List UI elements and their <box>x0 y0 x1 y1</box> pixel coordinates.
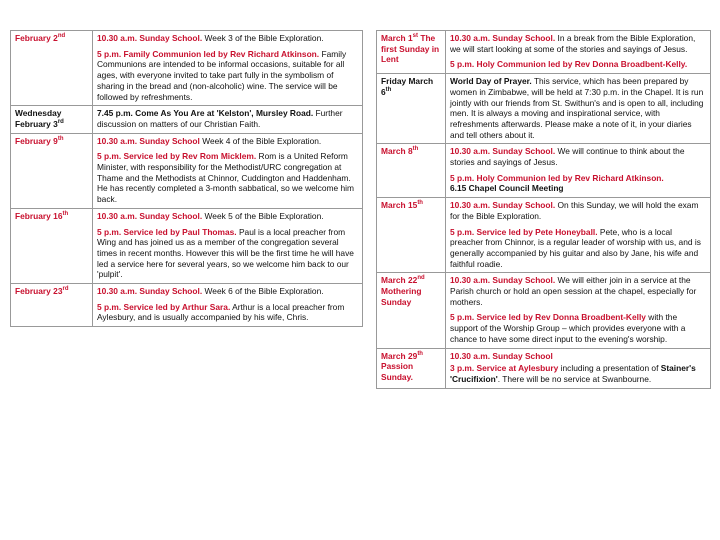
event-cell <box>446 273 711 348</box>
event-line <box>450 275 706 307</box>
event-text: Pete, who is a local preacher from Chinnor, is a regular leader of worship with us, and is generally accompanied by his guitar and also by Jane, his wife and faithful roadie. <box>450 226 701 269</box>
table-row <box>377 348 711 388</box>
date-text: February 23 <box>15 286 63 297</box>
event-text: Week 5 of the Bible Exploration. <box>202 210 324 221</box>
date-suffix: th <box>385 87 392 94</box>
event-heading: 5 p.m. Service led by Pete Honeyball. <box>450 226 598 237</box>
table-row <box>11 106 363 133</box>
event-heading: 10.30 a.m. Sunday School. <box>450 275 556 286</box>
date-text: Wednesday February 3 <box>15 108 62 129</box>
event-heading: 10.30 a.m. Sunday School <box>450 350 553 361</box>
date-text: March 15 <box>381 200 418 211</box>
event-text: This service, which has been prepared by women in Zimbabwe, will be held at 7:30 p.m. in the Chapel. It is run jointly with our friends from St. Swithun's and is open to all, including men. It is always a moving and inspirational service, with refreshments afterwards. Please make a note of it, in your diaries and tell others about it. <box>450 76 704 140</box>
date-cell <box>11 284 93 327</box>
event-heading: 5 p.m. Service led by Rev Rom Micklem. <box>97 151 257 162</box>
event-text: Week 3 of the Bible Exploration. <box>202 33 324 43</box>
date-cell <box>377 348 446 388</box>
schedule-table-left <box>10 30 363 327</box>
date-suffix: th <box>412 146 419 153</box>
table-row <box>377 198 711 273</box>
event-line <box>450 183 706 194</box>
event-line <box>97 151 358 205</box>
event-line <box>450 200 706 221</box>
event-text: . There will be no service at Swanbourne. <box>497 373 652 384</box>
event-cell <box>446 31 711 74</box>
event-cell <box>93 106 363 133</box>
event-text: Arthur is a local preacher from Aylesbury, and is usually accompanied by his wife, Chris. <box>97 301 345 323</box>
event-heading: 5 p.m. Service led by Rev Donna Broadbent-Kelly <box>450 312 646 323</box>
event-heading: 5 p.m. Service led by Arthur Sara. <box>97 301 231 312</box>
event-line <box>450 76 706 140</box>
event-cell <box>93 208 363 283</box>
date-occasion: Mothering Sunday <box>381 286 422 307</box>
table-row <box>377 273 711 348</box>
event-cell <box>93 284 363 327</box>
date-text: March 29 <box>381 350 418 361</box>
date-cell <box>377 198 446 273</box>
event-line <box>450 227 706 270</box>
date-occasion: The first Sunday in Lent <box>381 33 440 65</box>
event-heading: 5 p.m. Holy Communion led by Rev Donna Broadbent-Kelly. <box>450 59 688 70</box>
date-text: February 2 <box>15 33 58 43</box>
event-line <box>97 49 358 103</box>
event-heading: 7.45 p.m. Come As You Are at 'Kelston', Mursley Road. <box>97 108 314 119</box>
date-cell <box>11 208 93 283</box>
table-row <box>11 133 363 208</box>
event-heading: 10.30 a.m. Sunday School. <box>97 286 203 297</box>
event-heading: 10.30 a.m. Sunday School. <box>450 33 556 43</box>
event-line <box>97 227 358 281</box>
date-cell <box>11 31 93 106</box>
event-line <box>97 302 358 323</box>
date-cell <box>377 31 446 74</box>
event-heading: 6.15 Chapel Council Meeting <box>450 183 564 194</box>
date-cell <box>377 144 446 198</box>
event-line <box>450 173 706 184</box>
event-line <box>450 146 706 167</box>
event-text: Week 6 of the Bible Exploration. <box>202 286 324 297</box>
date-text: February 9 <box>15 135 58 146</box>
event-cell <box>446 74 711 144</box>
event-text: Family Communions are intended to be informal occasions, suitable for all ages, with everyone invited to take part fully in the symbolism of sharing in the bread and (non-alcoholic) wine. The service will be followed by refreshments. <box>97 48 347 102</box>
event-line <box>450 312 706 344</box>
table-row <box>11 208 363 283</box>
event-cell <box>93 31 363 106</box>
event-text: with the support of the Worship Group – which provides everyone with a chance to have some direct input to the evening's worship. <box>450 312 686 344</box>
event-heading: 3 p.m. Service at Aylesbury <box>450 363 559 374</box>
event-heading: 10.30 a.m. Sunday School <box>97 135 200 146</box>
event-cell <box>446 348 711 388</box>
date-suffix: rd <box>62 286 69 293</box>
event-cell <box>446 198 711 273</box>
date-suffix: nd <box>57 33 66 40</box>
event-line <box>450 363 706 384</box>
event-line <box>450 59 706 70</box>
event-heading: World Day of Prayer. <box>450 76 532 87</box>
event-line <box>97 211 358 222</box>
event-heading: 10.30 a.m. Sunday School. <box>450 146 556 157</box>
event-cell <box>93 133 363 208</box>
event-line <box>97 136 358 147</box>
event-text: Week 4 of the Bible Exploration. <box>199 135 322 146</box>
event-heading: 5 p.m. Holy Communion led by Rev Richard Atkinson. <box>450 172 664 183</box>
table-row <box>11 284 363 327</box>
date-text: March 22 <box>381 275 418 286</box>
event-line <box>450 351 706 362</box>
event-line <box>97 108 358 129</box>
event-text: Further discussion on matters of our Christian Faith. <box>97 108 343 129</box>
date-suffix: th <box>417 200 423 207</box>
event-line <box>97 33 358 44</box>
event-cell <box>446 144 711 198</box>
event-text: In a break from the Bible Exploration, we will start looking at some of the stories and sayings of Jesus. <box>450 33 696 54</box>
date-text: March 8 <box>381 146 413 157</box>
table-row <box>11 31 363 106</box>
event-text: including a presentation of <box>558 363 661 374</box>
date-cell <box>377 74 446 144</box>
event-text: Paul is a local preacher from Wing and has joined us as a member of the congregation several times in recent months. However this will be the first time he will have led a service here for several years, so we welcome him back to our 'pulpit'. <box>97 226 354 280</box>
date-suffix: th <box>57 135 64 142</box>
date-occasion: Passion Sunday. <box>381 361 414 382</box>
date-text: Friday March 6 <box>381 76 434 97</box>
table-row <box>377 31 711 74</box>
event-text: Rom is a United Reform Minister, with responsibility for the Methodist/URC congregation at Thame and the Methodists at Chinnor, Cuddington and Haddenham. He has recently completed a 3-month sabbatical, so we welcome him back. <box>97 151 354 205</box>
event-emphasis: Stainer's 'Crucifixion' <box>450 363 696 384</box>
event-line <box>450 33 706 54</box>
event-heading: 5 p.m. Family Communion led by Rev Richard Atkinson. <box>97 48 320 59</box>
date-suffix: st <box>412 33 418 40</box>
date-text: February 16 <box>15 210 63 221</box>
date-cell <box>11 106 93 133</box>
date-cell <box>11 133 93 208</box>
event-heading: 5 p.m. Service led by Paul Thomas. <box>97 226 237 237</box>
event-text: We will either join in a service at the Parish church or hold an open session at the chapel, especially for mothers. <box>450 275 697 307</box>
date-suffix: th <box>417 350 423 357</box>
date-suffix: th <box>62 211 69 218</box>
date-cell <box>377 273 446 348</box>
event-heading: 10.30 a.m. Sunday School. <box>97 33 203 43</box>
event-heading: 10.30 a.m. Sunday School. <box>450 200 556 211</box>
table-row <box>377 74 711 144</box>
date-suffix: nd <box>417 275 425 282</box>
event-line <box>97 286 358 297</box>
event-text: We will continue to think about the stories and sayings of Jesus. <box>450 146 685 168</box>
date-suffix: rd <box>57 119 64 126</box>
date-text: March 1 <box>381 33 413 43</box>
table-row <box>377 144 711 198</box>
schedule-table-right <box>376 30 711 389</box>
event-text: On this Sunday, we will hold the exam for the Bible Exploration. <box>450 200 699 221</box>
event-heading: 10.30 a.m. Sunday School. <box>97 210 203 221</box>
